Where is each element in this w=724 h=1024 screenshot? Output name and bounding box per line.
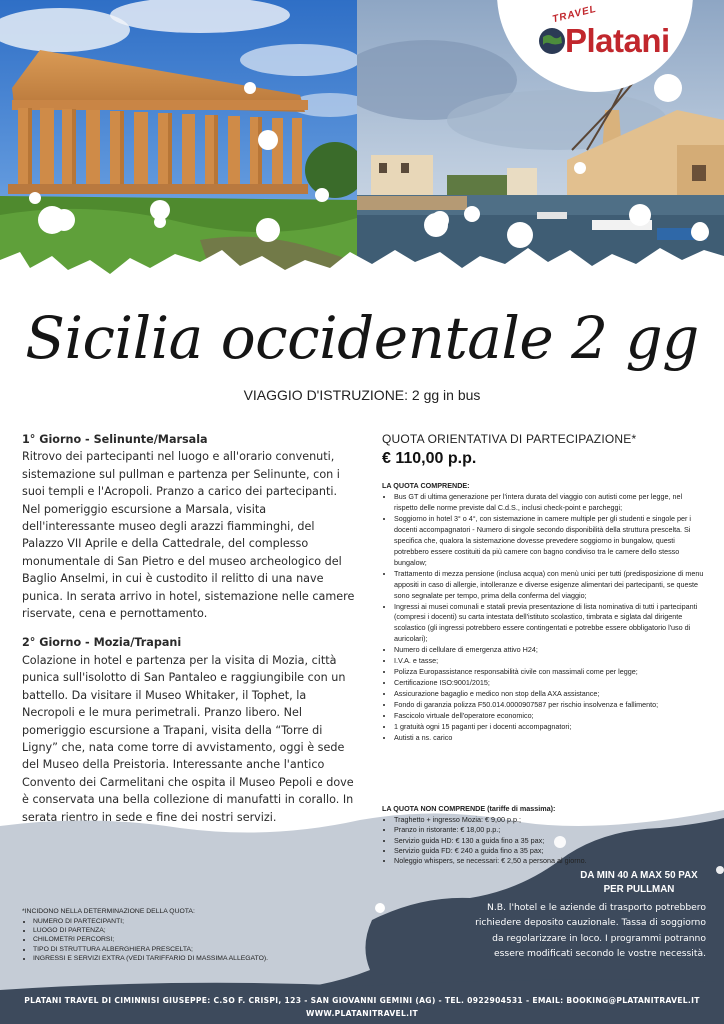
list-item: • Certificazione ISO:9001/2015;	[394, 678, 704, 689]
day-1-text: Ritrovo dei partecipanti nel luogo e all'orario convenuti, sistemazione sul pullman e partenza per Selinunte, con i suoi templi e l'Acropoli. Pranzo a carico dei partecipanti. Nel pomeriggio escursione a Marsala, visita dell'interessante museo degli arazzi fiamminghi, del Palazzo VII Aprile e della Cattedrale, del complesso monumentale di San Pietro e del museo archeologico del Baglio Anselmi, in cui è custodito il relitto di una nave punica. In serata arrivo in hotel, sistemazione nelle camere riservate, cena e pernottamento.	[22, 450, 355, 621]
list-item: • NUMERO DI PARTECIPANTI;	[33, 917, 322, 926]
trip-subtitle: VIAGGIO D'ISTRUZIONE: 2 gg in bus	[243, 387, 481, 403]
list-item: • Pranzo in ristorante: € 18,00 p.p.;	[394, 825, 712, 835]
includes-list	[382, 492, 704, 744]
list-item: • CHILOMETRI PERCORSI;	[33, 935, 322, 944]
day-1-heading: 1° Giorno - Selinunte/Marsala	[22, 433, 208, 446]
footer-contacts	[0, 994, 724, 1020]
factors-heading: *INCIDONO NELLA DETERMINAZIONE DELLA QUOTA:	[22, 908, 195, 915]
list-item: • INGRESSI E SERVIZI EXTRA (VEDI TARIFFARIO DI MASSIMA ALLEGATO).	[33, 954, 322, 963]
list-item: • Assicurazione bagaglio e medico non stop della AXA assistance;	[394, 689, 704, 700]
price-per-person: € 110,00 p.p.	[382, 450, 477, 467]
day-2-text: Colazione in hotel e partenza per la visita di Mozia, città punica sull'isolotto di San Pantaleo e raggiungibile con un battello. Da visitare il Museo Whitaker, il Tophet, la Necropoli e le mura perimetrali. Pranzo libero. Nel pomeriggio escursione a Trapani, visita della “Torre di Ligny” che, nata come torre di avvistamento, oggi è sede del Museo della Preistoria. Interessante anche l'antico Convento dei Carmelitani che ospita il Museo Pepoli e dove è conservata una bella collezione di manufatti in corallo. In serata rientro in sede e fine dei nostri servizi.	[22, 653, 354, 824]
list-item: • Trattamento di mezza pensione (inclusa acqua) con menù unici per tutti (predisposizione di menu appositi in caso di allergie, intolleranze e diverse esigenze alimentari dei partecipanti, se queste sono segnalate per tempo, prima della conferma del viaggio;	[394, 569, 704, 602]
list-item: • Fascicolo virtuale dell'operatore economico;	[394, 711, 704, 722]
list-item: • TIPO DI STRUTTURA ALBERGHIERA PRESCELTA;	[33, 945, 322, 954]
list-item: • Polizza Europassistance responsabilità civile con massimali come per legge;	[394, 667, 704, 678]
list-item: • 1 gratuità ogni 15 paganti per i docenti accompagnatori;	[394, 722, 704, 733]
platani-travel-logo	[497, 0, 705, 92]
deposit-note: N.B. l'hotel e le aziende di trasporto potrebbero richiedere deposito cauzionale. Tassa di soggiorno da regolarizzare in loco. I programmi potranno essere modificati secondo le vostre necessità.	[475, 902, 706, 960]
footer-address: PLATANI TRAVEL DI CIMINNISI GIUSEPPE: C.SO F. CRISPI, 123 - SAN GIOVANNI GEMINI (AG) - TEL. 0922904531 - EMAIL: BOOKING@PLATANITRAVEL.IT	[24, 996, 700, 1005]
includes-heading: LA QUOTA COMPRENDE:	[382, 481, 470, 490]
logo-wordmark: Platani	[565, 22, 670, 59]
list-item: • Soggiorno in hotel 3° o 4°, con sistemazione in camere multiple per gli studenti e singole per i docenti accompagnatori - Numero di singole secondo disponibilità della struttura prescelta. Si specifica che, qualora la sistemazione dovesse prevedere soggiorno in bungalow, questi potrebbero essere costituiti da più camere con bagno condiviso tra le camere dello stesso bungalow;	[394, 514, 704, 569]
day-2-block	[22, 634, 358, 825]
group-size-note	[560, 869, 718, 897]
list-item: • Traghetto + ingresso Mozia: € 9,00 p.p.;	[394, 815, 712, 825]
list-item: • Fondo di garanzia polizza F50.014.0000907587 per rischio insolvenza e fallimento;	[394, 700, 704, 711]
pax-line-2: PER PULLMAN	[603, 884, 675, 895]
list-item: • Servizio guida FD: € 240 a guida fino a 35 pax;	[394, 846, 712, 856]
hero-banner	[0, 0, 724, 300]
price-factors	[22, 908, 322, 963]
day-1-block	[22, 431, 358, 622]
itinerary	[22, 431, 358, 826]
page-title: Sicilia occidentale 2 gg	[25, 304, 699, 372]
list-item: • Numero di cellulare di emergenza attivo H24;	[394, 645, 704, 656]
list-item: • LUOGO DI PARTENZA;	[33, 926, 322, 935]
quota-heading: QUOTA ORIENTATIVA DI PARTECIPAZIONE*	[382, 432, 637, 446]
includes-section	[382, 481, 704, 744]
list-item: • Autisti a ns. carico	[394, 733, 704, 744]
excludes-heading: LA QUOTA NON COMPRENDE (tariffe di massima):	[382, 804, 556, 813]
list-item: • Noleggio whispers, se necessari: € 2,50 a persona al giorno.	[394, 856, 712, 866]
footer-website[interactable]: WWW.PLATANITRAVEL.IT	[306, 1009, 418, 1018]
list-item: • Servizio guida HD: € 130 a guida fino a 35 pax;	[394, 836, 712, 846]
list-item: • Bus GT di ultima generazione per l'intera durata del viaggio con autisti come per legge, nel rispetto delle norme previste dal C.d.S., inclusi check-point e parcheggi;	[394, 492, 704, 514]
globe-icon	[537, 26, 567, 56]
logo-travel-text: TRAVEL	[551, 3, 598, 26]
day-2-heading: 2° Giorno - Mozia/Trapani	[22, 636, 182, 650]
list-item: • I.V.A. e tasse;	[394, 656, 704, 667]
excludes-section	[382, 804, 712, 866]
factors-list	[22, 917, 322, 963]
pax-line-1: DA MIN 40 A MAX 50 PAX	[580, 870, 698, 881]
excludes-list	[382, 815, 712, 866]
list-item: • Ingressi ai musei comunali e statali previa presentazione di lista nominativa di tutti i partecipanti (compresi i docenti) su carta intestata dell'istituto scolastico, timbrata e siglata dal dirigente scolastico (gli ingressi potrebbero essere contingentati e potrebbe essere obbligatorio l'uso di auricolari);	[394, 602, 704, 646]
